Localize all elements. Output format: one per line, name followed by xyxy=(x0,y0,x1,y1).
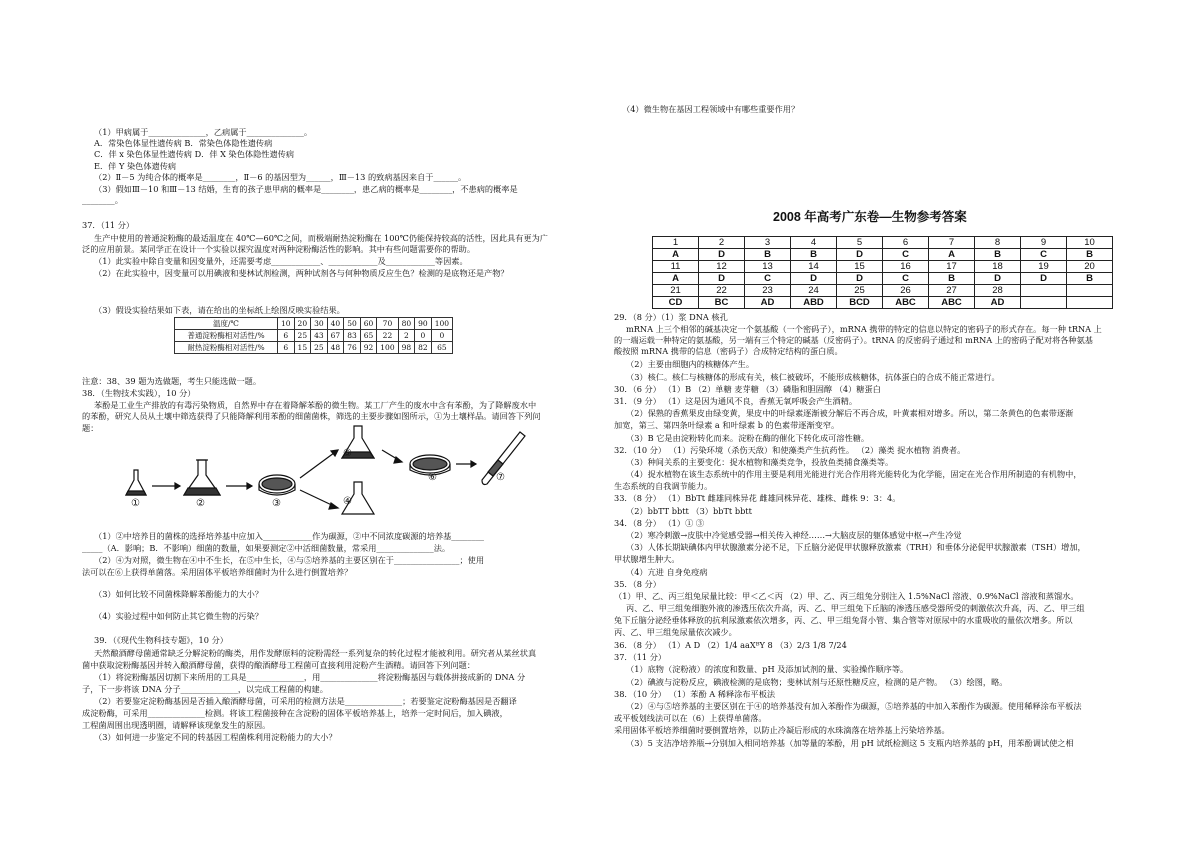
table-row xyxy=(175,342,453,354)
answer-line: 33．（8 分） （1）BbTt 雌雄同株异花 雌雄同株异花、雄株、雌株 9：3：4。 xyxy=(614,493,901,503)
table-cell: 14 xyxy=(791,261,837,273)
table-cell: 48 xyxy=(327,342,344,354)
table-cell: 温度/℃ xyxy=(175,318,278,330)
answer-line: （2）保熟的香蕉果皮由绿变黄，果皮中的叶绿素逐渐被分解后不再合成，叶黄素相对增多。所以，第二条黄色的色素带逐渐 xyxy=(626,408,1074,418)
answer-line: （2）碘液与淀粉反应，碘液检测的是底物；斐林试剂与还原性糖反应，检测的是产物。 （3）绘图，略。 xyxy=(626,677,1008,687)
table-row xyxy=(653,273,1113,285)
phenol-screening-figure xyxy=(120,420,540,520)
q37-heading: 37．（11 分） xyxy=(82,220,135,230)
table-cell: 0 xyxy=(431,330,452,342)
answer-line: 酸按照 mRNA 携带的信息（密码子）合成特定结构的蛋白质。 xyxy=(614,346,843,356)
table-cell: 100 xyxy=(431,318,452,330)
table-cell: 20 xyxy=(1067,261,1113,273)
table-cell: 98 xyxy=(398,342,415,354)
table-cell: 12 xyxy=(699,261,745,273)
table-cell: 24 xyxy=(791,285,837,297)
table-cell: 7 xyxy=(929,237,975,249)
answer-line: 31．（9 分） （1）这是因为通风不良，香蕉无氧呼吸会产生酒精。 xyxy=(614,396,858,406)
table-cell: 15 xyxy=(294,342,311,354)
figure-label: ① xyxy=(131,498,140,509)
q39-line: 工程菌周围出现透明圈，请解释该现象发生的原因。 xyxy=(82,720,271,730)
q39-line: （2）若要鉴定淀粉酶基因是否插入酿酒酵母菌，可采用的检测方法是______________；若要鉴定淀粉酶基因是否翻译 xyxy=(94,696,517,706)
table-cell: AD xyxy=(745,297,791,309)
table-cell: 5 xyxy=(837,237,883,249)
answer-line: （3）B 它是由淀粉转化而来。淀粉在酶的催化下转化成可溶性糖。 xyxy=(626,433,870,443)
q36-line: （1）甲病属于______________，乙病属于______________。 xyxy=(94,127,313,137)
table-cell: 耐热淀粉酶相对活性/% xyxy=(175,342,278,354)
table-cell: 10 xyxy=(278,318,295,330)
table-cell: B xyxy=(929,273,975,285)
table-cell: A xyxy=(929,249,975,261)
enzyme-activity-table xyxy=(174,317,453,354)
q39-line: 成淀粉酶，可采用______________检测。将该工程菌接种在含淀粉的固体平板培养基上，培养一定时间后，加入碘液， xyxy=(82,708,508,718)
q37-line: （2）在此实验中，因变量可以用碘液和斐林试剂检测，两种试剂各与何种物质反应生色？检测的是底物还是产物？ xyxy=(94,268,509,278)
table-cell: B xyxy=(791,249,837,261)
table-cell: 19 xyxy=(1021,261,1067,273)
table-cell: 6 xyxy=(883,237,929,249)
table-cell: 15 xyxy=(837,261,883,273)
table-cell: 1 xyxy=(653,237,699,249)
q38-line: 的苯酚，研究人员从土壤中筛选获得了只能降解利用苯酚的细菌菌株，筛选的主要步骤如图所示，①为土壤样品。请回答下列问 xyxy=(82,411,541,421)
table-cell: 83 xyxy=(344,330,361,342)
q38-line: （4）实验过程中如何防止其它微生物的污染？ xyxy=(94,611,263,621)
table-cell: 10 xyxy=(1067,237,1113,249)
answer-line: 丙、乙、甲三组兔细胞外液的渗透压依次升高，丙、乙、甲三组兔下丘脑的渗透压感受器所受的刺激依次升高，丙、乙、甲三组 xyxy=(626,603,1085,613)
table-cell: 60 xyxy=(360,318,377,330)
table-cell: D xyxy=(699,273,745,285)
answer-line: 兔下丘脑分泌经垂体释放的抗利尿激素依次增多，丙、乙、甲三组兔肾小管、集合管等对原尿中的水重吸收的量依次增多。所以 xyxy=(614,615,1073,625)
answer-line: （1）甲、乙、丙三组兔尿量比较：甲＜乙＜丙 （2）甲、乙、丙三组兔分别注入 1.5%NaCl 溶液、0.9%NaCl 溶液和蒸馏水。 xyxy=(614,591,1079,601)
answer-line: （1）底物（淀粉液）的浓度和数量、pH 及添加试剂的量、实验操作顺序等。 xyxy=(626,664,909,674)
answer-line: 37．（11 分） xyxy=(614,652,667,662)
table-cell: 40 xyxy=(327,318,344,330)
table-cell: 22 xyxy=(699,285,745,297)
answer-line: 35．（8 分） xyxy=(614,579,661,589)
table-cell: 25 xyxy=(837,285,883,297)
q39-line: 子，下一步将该 DNA 分子______________，以完成工程菌的构建。 xyxy=(82,684,328,694)
table-cell: 18 xyxy=(975,261,1021,273)
table-cell: 30 xyxy=(311,318,328,330)
table-cell: D xyxy=(699,249,745,261)
table-cell: CD xyxy=(653,297,699,309)
table-cell xyxy=(1021,297,1067,309)
table-cell xyxy=(1067,285,1113,297)
table-cell: B xyxy=(975,249,1021,261)
answer-line: （3）种间关系的主要变化：捉水植物和藻类竞争，投放鱼类捕食藻类等。 xyxy=(626,457,894,467)
table-cell: 2 xyxy=(699,237,745,249)
table-row xyxy=(175,330,453,342)
answer-line: （2）④与⑤培养基的主要区别在于④的培养基没有加入苯酚作为碳源，⑤培养基的中加入苯酚作为碳源。使用稀释涂布平板法 xyxy=(626,701,1082,711)
figure-label: ④ xyxy=(343,496,352,507)
answer-line: （4）捉水植物在该生态系统中的作用主要是利用光能进行光合作用将光能转化为化学能，固定在光合作用所制造的有机物中， xyxy=(626,469,1082,479)
q39-line: （3）如何进一步鉴定不同的转基因工程菌株利用淀粉能力的大小？ xyxy=(94,732,337,742)
answer-line: 30．（6 分） （1）B （2）单糖 麦芽糖 （3）磷脂和胆固醇 （4）糖蛋白 xyxy=(614,384,881,394)
answer-line: mRNA 上三个相邻的碱基决定一个氨基酸（一个密码子），mRNA 携带的特定的信息以特定的密码子的形式存在。每一种 tRNA 上 xyxy=(626,324,1102,334)
answer-line: （2）主要由细胞内的核糖体产生。 xyxy=(626,359,755,369)
table-cell: 2 xyxy=(398,330,415,342)
table-cell: 82 xyxy=(415,342,432,354)
table-cell: 普通淀粉酶相对活性/% xyxy=(175,330,278,342)
q36-line: A．常染色体显性遗传病 B．常染色体隐性遗传病 xyxy=(94,138,273,148)
answer-line: 29．（8 分）（1）浆 DNA 核孔 xyxy=(614,312,728,322)
table-cell: 65 xyxy=(431,342,452,354)
answer-line: 加宽，第三、第四条叶绿素 a 和叶绿素 b 的色素带逐渐变窄。 xyxy=(614,420,840,430)
answer-line: 生态系统的自我调节能力。 xyxy=(614,481,713,491)
q39-line: 菌中获取淀粉酶基因并转入酿酒酵母菌，获得的酿酒酵母工程菌可直接利用淀粉产生酒精。请回答下列问题： xyxy=(82,660,476,670)
table-cell: D xyxy=(837,273,883,285)
table-cell: C xyxy=(883,249,929,261)
arrow-icon xyxy=(300,450,338,478)
table-cell: 9 xyxy=(1021,237,1067,249)
table-cell: 11 xyxy=(653,261,699,273)
table-cell: B xyxy=(1067,249,1113,261)
table-cell: 70 xyxy=(377,318,398,330)
table-cell: 6 xyxy=(278,342,295,354)
q37-line: 泛的应用前景。某同学正在设计一个实验以探究温度对两种淀粉酶活性的影响。其中有些问题需要你的帮助。 xyxy=(82,244,476,254)
figure-label: ② xyxy=(196,498,205,509)
table-cell: 21 xyxy=(653,285,699,297)
table-cell: 28 xyxy=(975,285,1021,297)
answer-line: 的一端运载一种特定的氨基酸，另一端有三个特定的碱基（反密码子）。tRNA 的反密码子通过和 mRNA 上的密码子配对将各种氨基 xyxy=(614,335,1093,345)
table-cell xyxy=(1021,285,1067,297)
table-cell: 76 xyxy=(344,342,361,354)
table-cell: 4 xyxy=(791,237,837,249)
table-cell: 27 xyxy=(929,285,975,297)
table-cell: ABC xyxy=(883,297,929,309)
table-cell: 26 xyxy=(883,285,929,297)
table-cell: 100 xyxy=(377,342,398,354)
table-cell: 6 xyxy=(278,330,295,342)
q38-heading: 38．（生物技术实践），10 分） xyxy=(82,388,196,398)
table-row xyxy=(653,261,1113,273)
table-cell: 50 xyxy=(344,318,361,330)
table-cell: ABD xyxy=(791,297,837,309)
table-cell: 3 xyxy=(745,237,791,249)
q37-line: 生产中使用的普通淀粉酶的最适温度在 40℃—60℃之间，而极端耐热淀粉酶在 100℃仍能保持较高的活性，因此具有更为广 xyxy=(94,233,548,243)
note: 注意：38、39 题为选做题，考生只能选做一题。 xyxy=(82,376,262,386)
answer-line: 或平板划线法可以在（6）上获得单菌落。 xyxy=(614,713,767,723)
table-cell: 92 xyxy=(360,342,377,354)
q37-line: （3）假设实验结果如下表，请在给出的坐标纸上绘图反映实验结果。 xyxy=(94,305,345,315)
table-cell: 65 xyxy=(360,330,377,342)
table-cell xyxy=(1067,297,1113,309)
table-cell: B xyxy=(745,249,791,261)
table-cell: 17 xyxy=(929,261,975,273)
q39-line: 天然酿酒酵母菌通常缺乏分解淀粉的酶类，用作发酵原料的淀粉需经一系列复杂的转化过程才能被利用。研究者从某丝状真 xyxy=(94,648,537,658)
table-cell: 8 xyxy=(975,237,1021,249)
table-cell: 25 xyxy=(311,342,328,354)
table-cell: BC xyxy=(699,297,745,309)
table-cell: 0 xyxy=(415,330,432,342)
table-cell: C xyxy=(745,273,791,285)
table-cell: 20 xyxy=(294,318,311,330)
figure-label: ⑥ xyxy=(428,472,437,483)
figure-label: ③ xyxy=(272,498,281,509)
answer-line: 丙、乙、甲三组兔尿量依次减少。 xyxy=(614,627,737,637)
table-cell: 22 xyxy=(377,330,398,342)
table-row xyxy=(653,237,1113,249)
table-row xyxy=(653,297,1113,309)
table-cell: B xyxy=(1067,273,1113,285)
table-cell: 13 xyxy=(745,261,791,273)
q36-line: E．伴 Y 染色体遗传病 xyxy=(94,161,177,171)
table-cell: 90 xyxy=(415,318,432,330)
q38-line: （1）②中培养目的菌株的选择培养基中应加入____________作为碳源，②中不同浓度碳源的培养基________ xyxy=(94,531,485,541)
q36-line: ________。 xyxy=(82,195,123,205)
q36-line: C．伴 x 染色体显性遗传病 D．伴 X 染色体隐性遗传病 xyxy=(94,149,295,159)
table-row xyxy=(653,285,1113,297)
answer-line: 34．（8 分） （1）① ③ xyxy=(614,518,705,528)
answer-line: 38．（10 分） （1）苯酚 A 稀释涂布平板法 xyxy=(614,689,776,699)
table-cell: C xyxy=(883,273,929,285)
right-top-question: （4）微生物在基因工程领域中有哪些重要作用？ xyxy=(622,104,800,114)
q38-line: 法可以在⑥上获得单菌落。采用固体平板培养细菌时为什么进行倒置培养？ xyxy=(82,567,353,577)
table-header-row xyxy=(175,318,453,330)
answer-line: 32．（10 分） （1）污染环境（杀伤天敌）和使藻类产生抗药性。 （2）藻类 捉水植物 消费者。 xyxy=(614,445,966,455)
figure-label: ⑦ xyxy=(496,472,505,483)
q39-line: （1）将淀粉酶基因切割下来所用的工具是______________，用______________将淀粉酶基因与载体拼接成新的 DNA 分 xyxy=(94,672,526,682)
answer-line: （3）核仁。核仁与核糖体的形成有关，核仁被破坏，不能形成核糖体，抗体蛋白的合成不能正常进行。 xyxy=(626,372,1000,382)
answer-line: 采用固体平板培养细菌时要倒置培养，以防止冷凝后形成的水珠滴落在培养基上污染培养基。 xyxy=(614,725,950,735)
q38-line: 苯酚是工业生产排放的有毒污染物质，自然界中存在着降解苯酚的微生物。某工厂产生的废水中含有苯酚，为了降解废水中 xyxy=(94,400,537,410)
q38-line: （2）④为对照，微生物在④中不生长，在⑤中生长，④与⑤培养基的主要区别在于________________；使用 xyxy=(94,555,485,565)
figure-label: ⑤ xyxy=(343,448,352,459)
table-row xyxy=(653,249,1113,261)
q39-heading: 39．（《现代生物科技专题》，10 分） xyxy=(94,635,228,645)
table-cell: A xyxy=(653,273,699,285)
table-cell: 67 xyxy=(327,330,344,342)
q38-line: _____（A．影响；B．不影响）细菌的数量，如果要测定②中活细菌数量，常采用______________法。 xyxy=(82,543,451,553)
table-cell: D xyxy=(837,249,883,261)
table-cell: BCD xyxy=(837,297,883,309)
table-cell: C xyxy=(1021,249,1067,261)
table-cell: 16 xyxy=(883,261,929,273)
q37-line: （1）此实验中除自变量和因变量外，还需要考虑____________、____________及____________等因素。 xyxy=(94,256,468,266)
table-cell: 43 xyxy=(311,330,328,342)
answer-line: （3）人体长期缺碘体内甲状腺激素分泌不足，下丘脑分泌促甲状腺释放激素（TRH）和垂体分泌促甲状腺激素（TSH）增加， xyxy=(626,542,1086,552)
table-cell: AD xyxy=(975,297,1021,309)
table-cell: 23 xyxy=(745,285,791,297)
answer-line: （2）寒冷刺激→皮肤中冷觉感受器→相关传入神经……→大脑皮层的躯体感觉中枢→产生冷觉 xyxy=(626,530,962,540)
table-cell: D xyxy=(791,273,837,285)
q36-line: （3）假如Ⅲ－10 和Ⅲ－13 结婚，生育的孩子患甲病的概率是________，患乙病的概率是________，不患病的概率是 xyxy=(94,184,518,194)
table-cell: D xyxy=(975,273,1021,285)
q36-line: （2）Ⅱ－5 为纯合体的概率是________，Ⅱ－6 的基因型为______，Ⅲ－13 的致病基因来自于______。 xyxy=(94,172,467,182)
answer-grid xyxy=(652,236,1113,309)
table-cell: 80 xyxy=(398,318,415,330)
q38-line: 题： xyxy=(82,423,99,433)
answer-line: 36．（8 分） （1）A D （2）1/4 aaXᴮY 8 （3）2/3 1/8 7/24 xyxy=(614,640,847,650)
answer-line: （4）亢进 自身免疫病 xyxy=(626,567,708,577)
table-cell: D xyxy=(1021,273,1067,285)
answer-line: （2）bbTT bbtt （3）bbTt bbtt xyxy=(626,506,752,516)
answer-line: 甲状腺增生肿大。 xyxy=(614,554,680,564)
table-cell: A xyxy=(653,249,699,261)
page-title: 2008 年高考广东卷—生物参考答案 xyxy=(773,210,967,224)
table-cell: ABC xyxy=(929,297,975,309)
table-cell: 25 xyxy=(294,330,311,342)
answer-line: （3）5 支洁净培养瓶→分别加入相同培养基（加等量的苯酚，用 pH 试纸检测这 5 支瓶内培养基的 pH，用苯酚调试使之相 xyxy=(626,738,1074,748)
q38-line: （3）如何比较不同菌株降解苯酚能力的大小？ xyxy=(94,589,263,599)
